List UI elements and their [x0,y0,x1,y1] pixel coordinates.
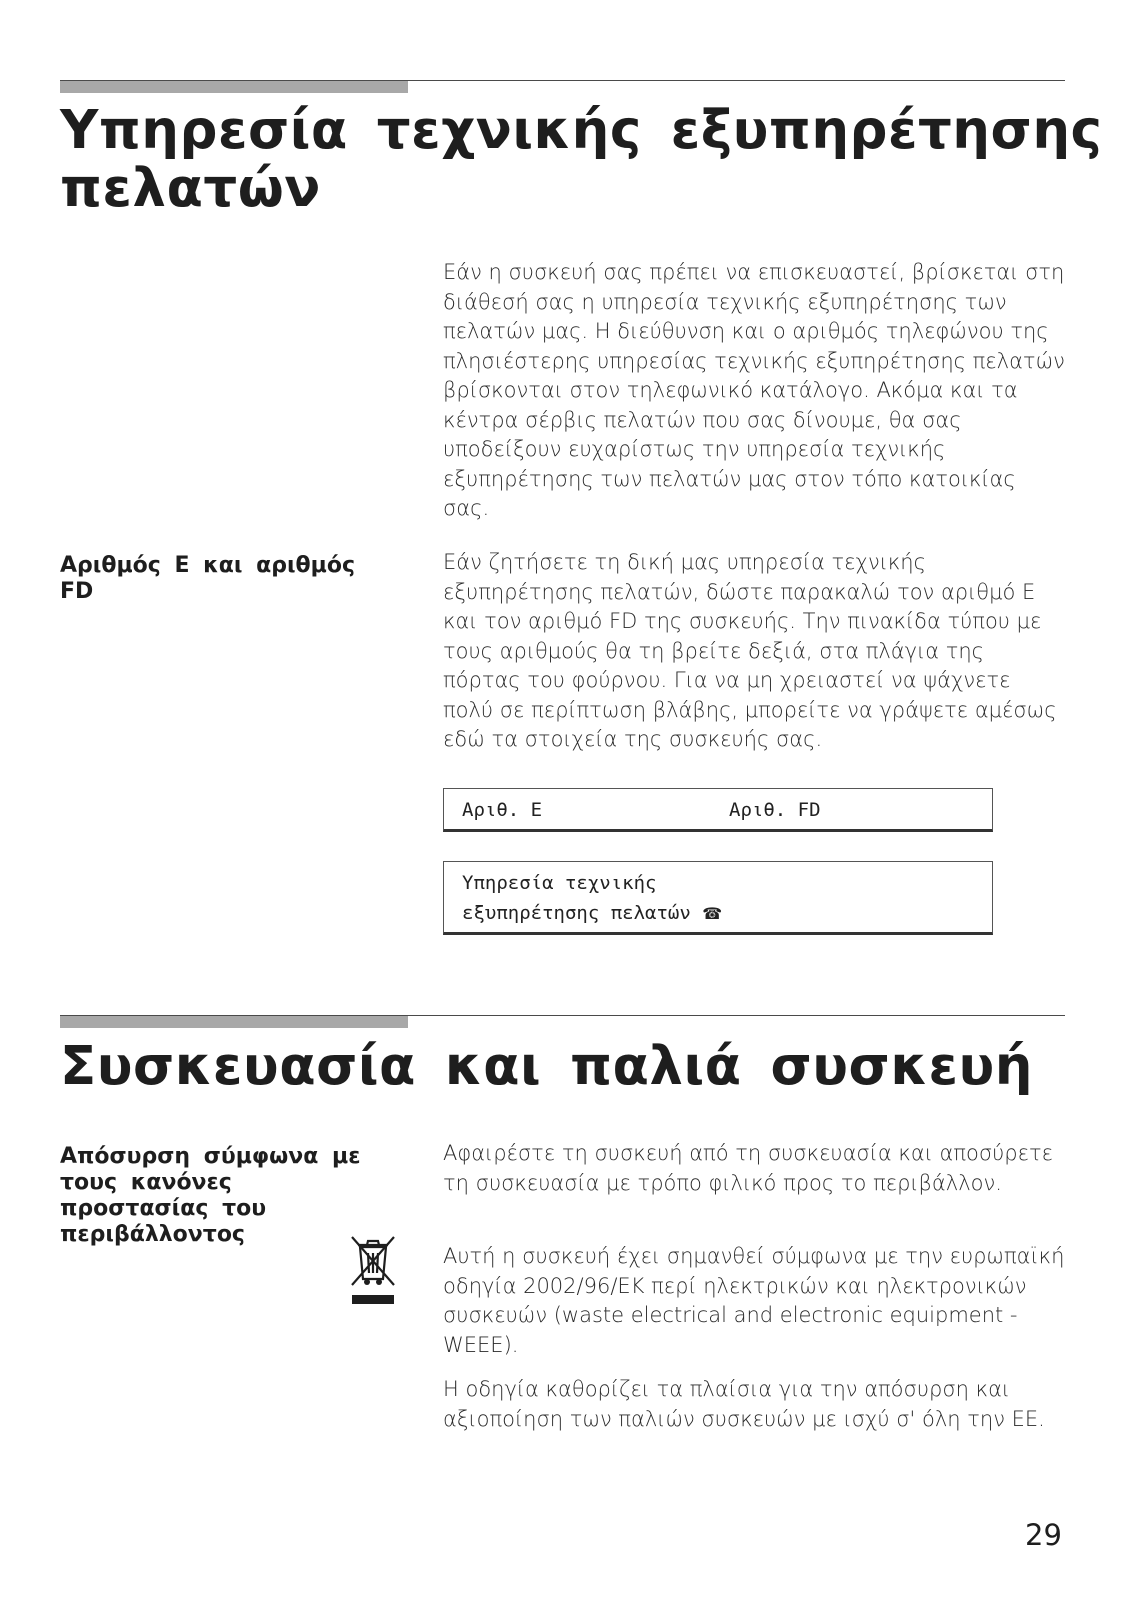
weee-crossed-bin-icon [348,1235,398,1309]
section-rule-bar [60,81,408,93]
customer-service-label-line2 [462,902,722,924]
phone-icon: ☎ [702,904,723,923]
e-fd-number-label: Αριθμός E και αριθμός FD [60,553,356,604]
customer-service-label-line1: Υπηρεσία τεχνικής [462,872,657,894]
title-line-2: πελατών [60,158,321,219]
section-title-service [60,102,1102,218]
section-rule-service [60,80,1065,81]
e-number-field-label: Αριθ. E [462,799,543,821]
disposal-side-label: Απόσυρση σύμφωνα με τους κανόνες προστασίας του περιβάλλοντος [60,1144,361,1247]
section-title-packaging: Συσκευασία και παλιά συσκευή [60,1036,1034,1097]
e-fd-number-paragraph: Εάν ζητήσετε τη δική μας υπηρεσία τεχνικής εξυπηρέτησης πελατών, δώστε παρακαλώ τον αριθμό E και τον αριθμό FD της συσκευής. Την πινακίδα τύπου με τους αριθμούς θα τη βρείτε δεξιά, στα πλάγια της πόρτας του φούρνου. Για να μη χρειαστεί να ψάχνετε πολύ σε περίπτωση βλάβης, μπορείτε να γράψετε αμέσως εδώ τα στοιχεία της συσκευής σας. [443,550,1057,751]
disposal-paragraph-3: Η οδηγία καθορίζει τα πλαίσια για την απόσυρση και αξιοποίηση των παλιών συσκευών με ισχύ σ' όλη την ΕΕ. [443,1377,1045,1431]
fd-number-field-label: Αριθ. FD [729,799,821,821]
disposal-paragraph-1: Αφαιρέστε τη συσκευή από τη συσκευασία και αποσύρετε τη συσκευασία με τρόπο φιλικό προς το περιβάλλον. [443,1141,1053,1195]
customer-service-form[interactable] [443,861,993,935]
disposal-paragraph-2: Αυτή η συσκευή έχει σημανθεί σύμφωνα με την ευρωπαϊκή οδηγία 2002/96/EK περί ηλεκτρικών και ηλεκτρονικών συσκευών (waste electrical and electronic equipment - WEEE). [443,1244,1065,1357]
section-rule-packaging [60,1015,1065,1016]
page-number: 29 [1025,1518,1062,1552]
e-fd-number-form[interactable] [443,788,993,832]
service-intro-paragraph: Εάν η συσκευή σας πρέπει να επισκευαστεί, βρίσκεται στη διάθεσή σας η υπηρεσία τεχνικής εξυπηρέτησης των πελατών μας. Η διεύθυνση και ο αριθμός τηλεφώνου της πλησιέστερης υπηρεσίας τεχνικής εξυπηρέτησης πελατών βρίσκονται στον τηλεφωνικό κατάλογο. Ακόμα και τα κέντρα σέρβις πελατών που σας δίνουμε, θα σας υποδείξουν ευχαρίστως την υπηρεσία τεχνικής εξυπηρέτησης των πελατών μας στον τόπο κατοικίας σας. [443,260,1065,520]
title-line-1: Υπηρεσία τεχνικής εξυπηρέτησης [60,100,1103,161]
customer-service-label-text: εξυπηρέτησης πελατών [462,902,691,924]
section-rule-bar [60,1016,408,1028]
